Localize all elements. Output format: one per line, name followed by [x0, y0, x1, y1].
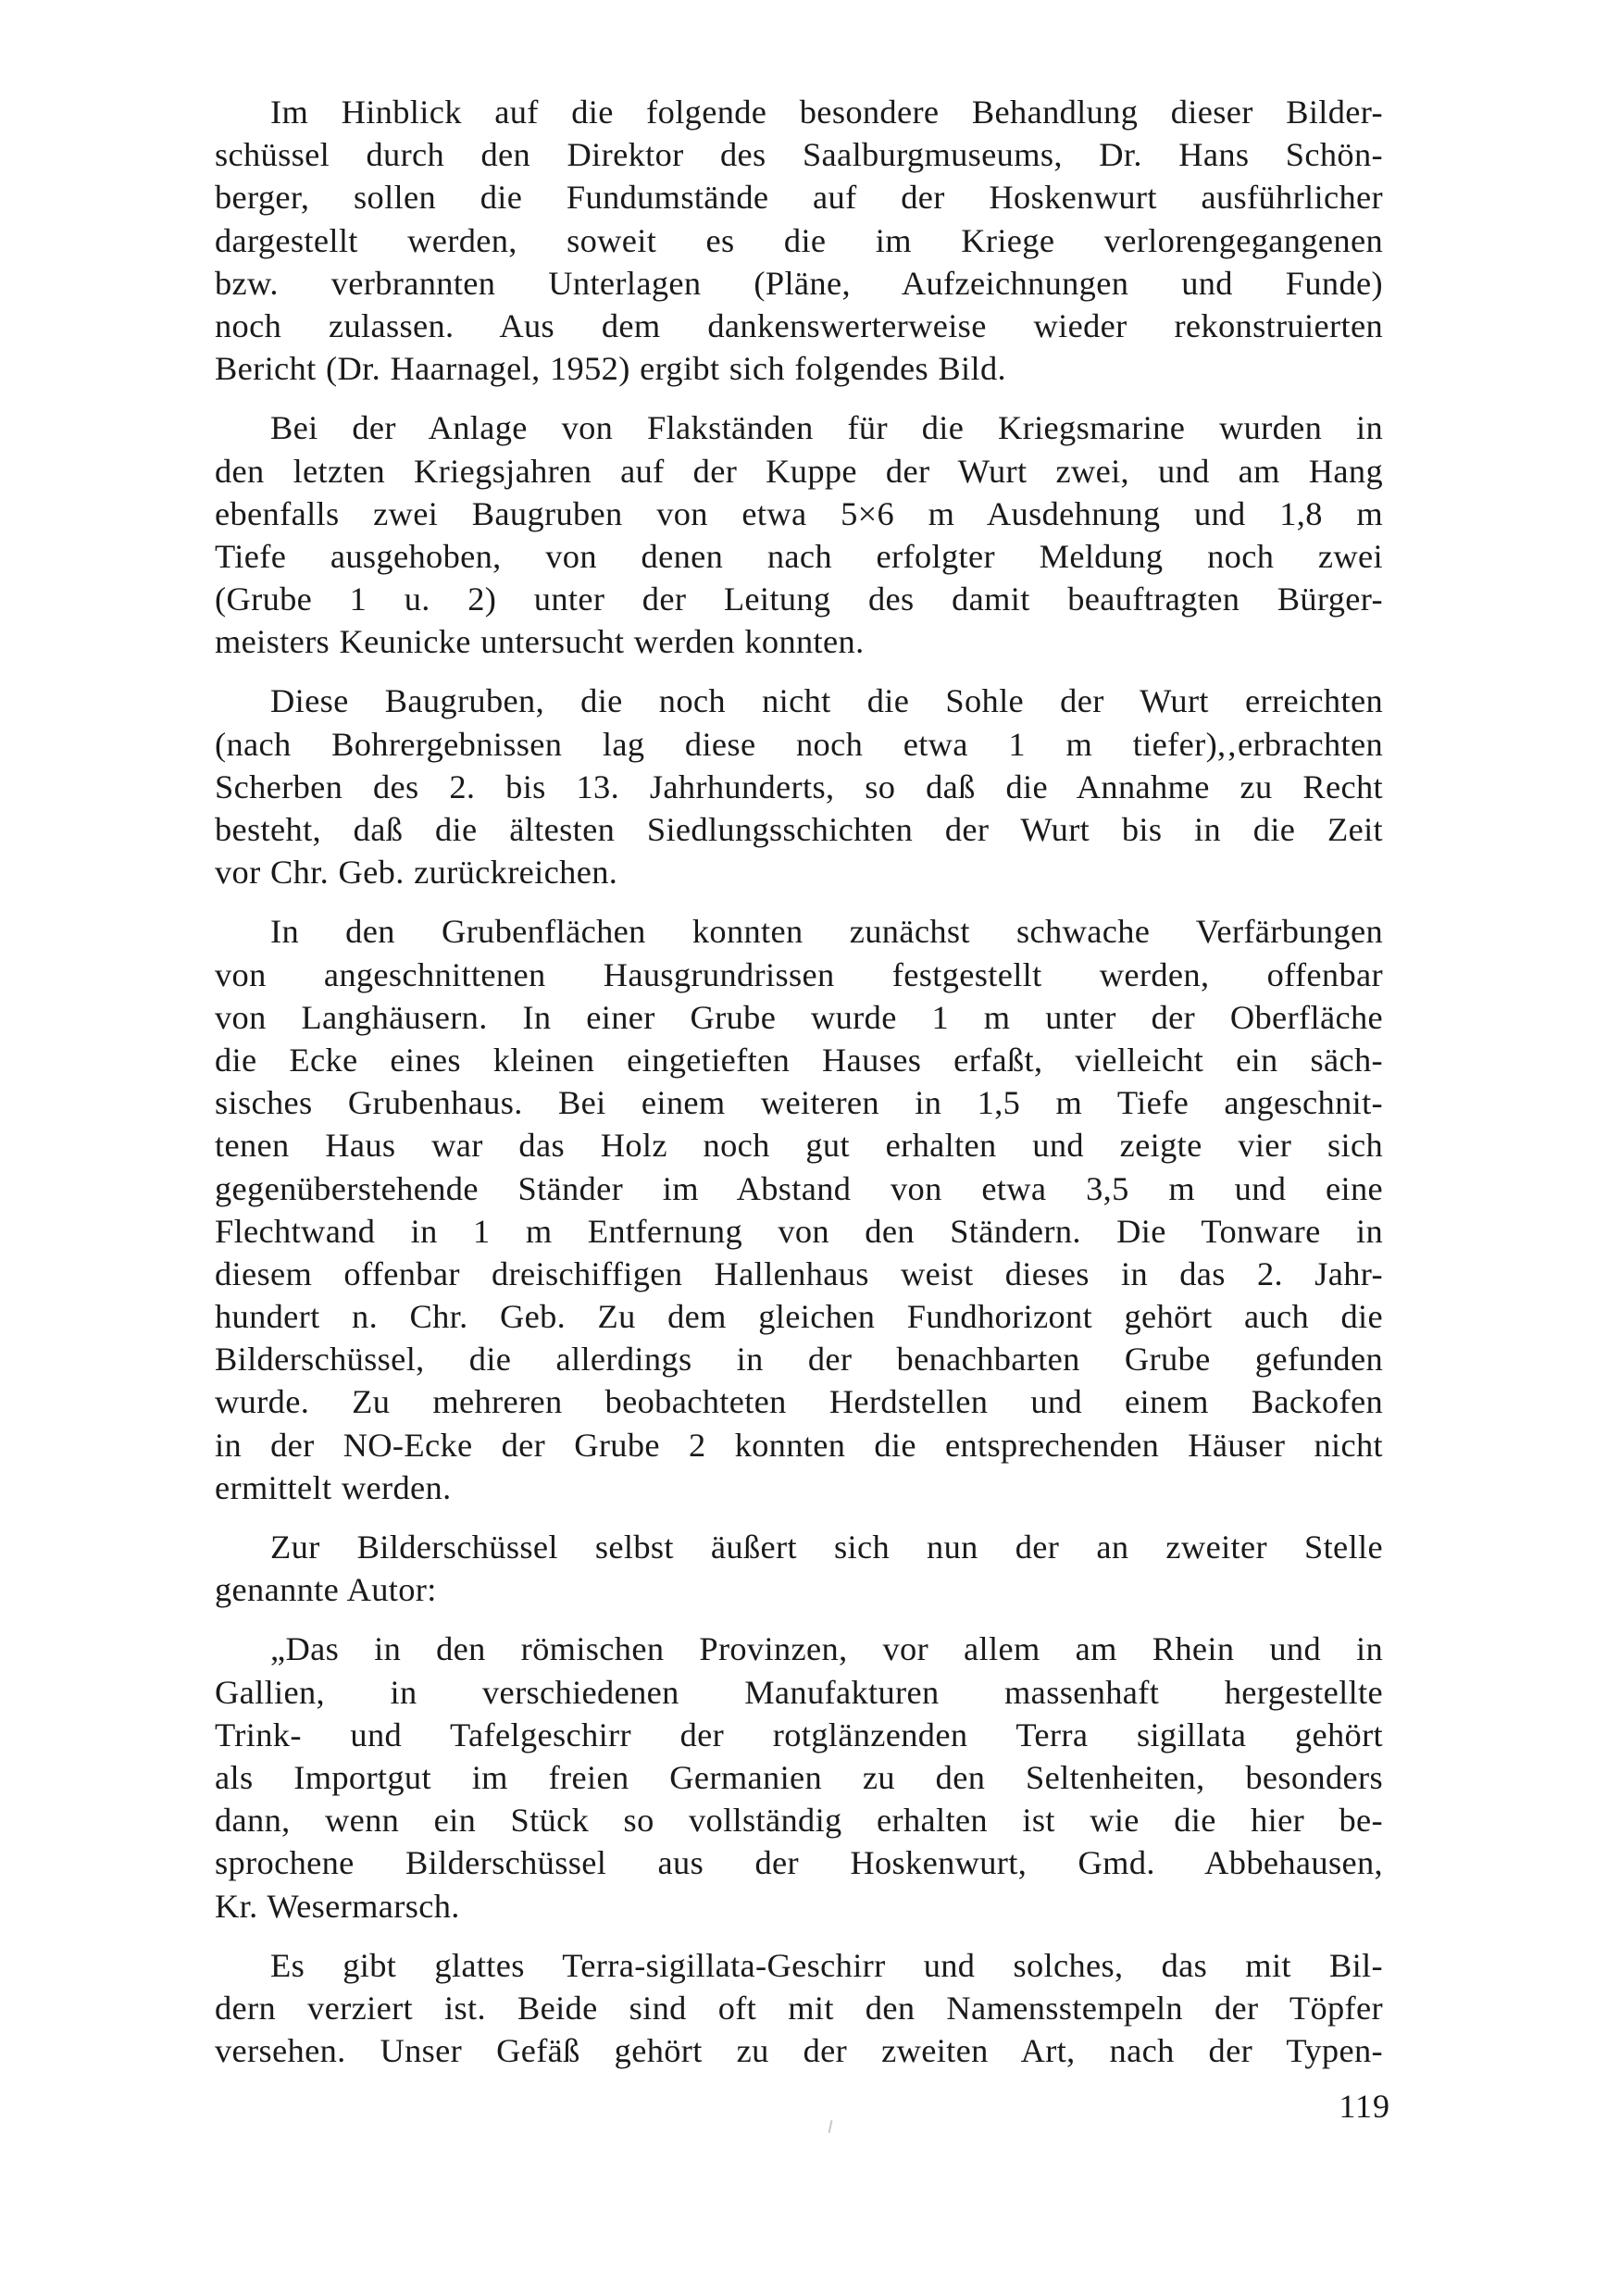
paragraph-4 — [215, 910, 1383, 1509]
paragraph-6-quote — [215, 1628, 1383, 1927]
text-line: sisches Grubenhaus. Bei einem weiteren in 1,5 m Tiefe angeschnit- — [215, 1084, 1383, 1122]
text-line: besteht, daß die ältesten Siedlungsschichten der Wurt bis in die Zeit — [215, 811, 1383, 848]
text-line: (nach Bohrergebnissen lag diese noch etwa 1 m tiefer),‚erbrachten — [215, 725, 1383, 763]
text-line: Es gibt glattes Terra-sigillata-Geschirr und solches, das mit Bil- — [270, 1946, 1383, 1984]
text-line: Diese Baugruben, die noch nicht die Sohle der Wurt erreichten — [270, 682, 1383, 720]
text-line: dann, wenn ein Stück so vollständig erhalten ist wie die hier be- — [215, 1802, 1383, 1840]
text-line: dargestellt werden, soweit es die im Kriege verlorengegangenen — [215, 221, 1383, 259]
text-line: Trink- und Tafelgeschirr der rotglänzenden Terra sigillata gehört — [215, 1716, 1383, 1753]
text-line: schüssel durch den Direktor des Saalburgmuseums, Dr. Hans Schön- — [215, 136, 1383, 174]
text-line: Gallien, in verschiedenen Manufakturen massenhaft hergestellte — [215, 1673, 1383, 1711]
text-line: als Importgut im freien Germanien zu den Seltenheiten, besonders — [215, 1758, 1383, 1796]
text-line: wurde. Zu mehreren beobachteten Herdstellen und einem Backofen — [215, 1383, 1383, 1421]
text-line: (Grube 1 u. 2) unter der Leitung des damit beauftragten Bürger- — [215, 580, 1383, 618]
text-line: tenen Haus war das Holz noch gut erhalten und zeigte vier sich — [215, 1127, 1383, 1165]
text-line: Kr. Wesermarsch. — [215, 1887, 460, 1925]
text-line: Im Hinblick auf die folgende besondere Behandlung dieser Bilder- — [270, 94, 1383, 131]
text-line: meisters Keunicke untersucht werden konnten. — [215, 623, 865, 661]
text-line: Bei der Anlage von Flakständen für die Kriegsmarine wurden in — [270, 409, 1383, 447]
text-line: sprochene Bilderschüssel aus der Hoskenwurt, Gmd. Abbehausen, — [215, 1844, 1383, 1882]
text-line: noch zulassen. Aus dem dankenswerterweise wieder rekonstruierten — [215, 306, 1383, 344]
body-text — [215, 91, 1383, 2089]
paragraph-5 — [215, 1526, 1383, 1611]
text-line: versehen. Unser Gefäß gehört zu der zweiten Art, nach der Typen- — [215, 2032, 1383, 2070]
text-line: von Langhäusern. In einer Grube wurde 1 m unter der Oberfläche — [215, 998, 1383, 1036]
text-line: den letzten Kriegsjahren auf der Kuppe der Wurt zwei, und am Hang — [215, 452, 1383, 490]
text-line: hundert n. Chr. Geb. Zu dem gleichen Fundhorizont gehört auch die — [215, 1298, 1383, 1336]
paragraph-7 — [215, 1944, 1383, 2073]
text-line: In den Grubenflächen konnten zunächst schwache Verfärbungen — [270, 913, 1383, 951]
text-line: Scherben des 2. bis 13. Jahrhunderts, so daß die Annahme zu Recht — [215, 767, 1383, 805]
text-line: in der NO-Ecke der Grube 2 konnten die entsprechenden Häuser nicht — [215, 1426, 1383, 1464]
text-line: Flechtwand in 1 m Entfernung von den Ständern. Die Tonware in — [215, 1212, 1383, 1250]
text-line: berger, sollen die Fundumstände auf der Hoskenwurt ausführlicher — [215, 179, 1383, 217]
text-line: Bericht (Dr. Haarnagel, 1952) ergibt sich folgendes Bild. — [215, 350, 1006, 388]
text-line: gegenüberstehende Ständer im Abstand von etwa 3,5 m und eine — [215, 1169, 1383, 1207]
text-line: diesem offenbar dreischiffigen Hallenhaus weist dieses in das 2. Jahr- — [215, 1254, 1383, 1292]
paragraph-2 — [215, 406, 1383, 663]
text-line: von angeschnittenen Hausgrundrissen festgestellt werden, offenbar — [215, 955, 1383, 993]
text-line: genannte Autor: — [215, 1571, 437, 1609]
text-line: Tiefe ausgehoben, von denen nach erfolgter Meldung noch zwei — [215, 537, 1383, 575]
text-line: bzw. verbrannten Unterlagen (Pläne, Aufzeichnungen und Funde) — [215, 264, 1383, 302]
text-line: die Ecke eines kleinen eingetieften Hauses erfaßt, vielleicht ein säch- — [215, 1041, 1383, 1079]
text-line: Zur Bilderschüssel selbst äußert sich nun der an zweiter Stelle — [270, 1529, 1383, 1566]
paragraph-1 — [215, 91, 1383, 390]
text-line: ermittelt werden. — [215, 1468, 452, 1506]
text-line: ebenfalls zwei Baugruben von etwa 5×6 m Ausdehnung und 1,8 m — [215, 494, 1383, 532]
text-line: „Das in den römischen Provinzen, vor allem am Rhein und in — [270, 1630, 1383, 1668]
text-line: vor Chr. Geb. zurückreichen. — [215, 854, 618, 892]
page-number: 119 — [1339, 2088, 1390, 2125]
text-line: Bilderschüssel, die allerdings in der benachbarten Grube gefunden — [215, 1341, 1383, 1379]
text-line: dern verziert ist. Beide sind oft mit den Namensstempeln der Töpfer — [215, 1989, 1383, 2027]
paragraph-3 — [215, 680, 1383, 893]
scan-speck — [828, 2120, 833, 2133]
